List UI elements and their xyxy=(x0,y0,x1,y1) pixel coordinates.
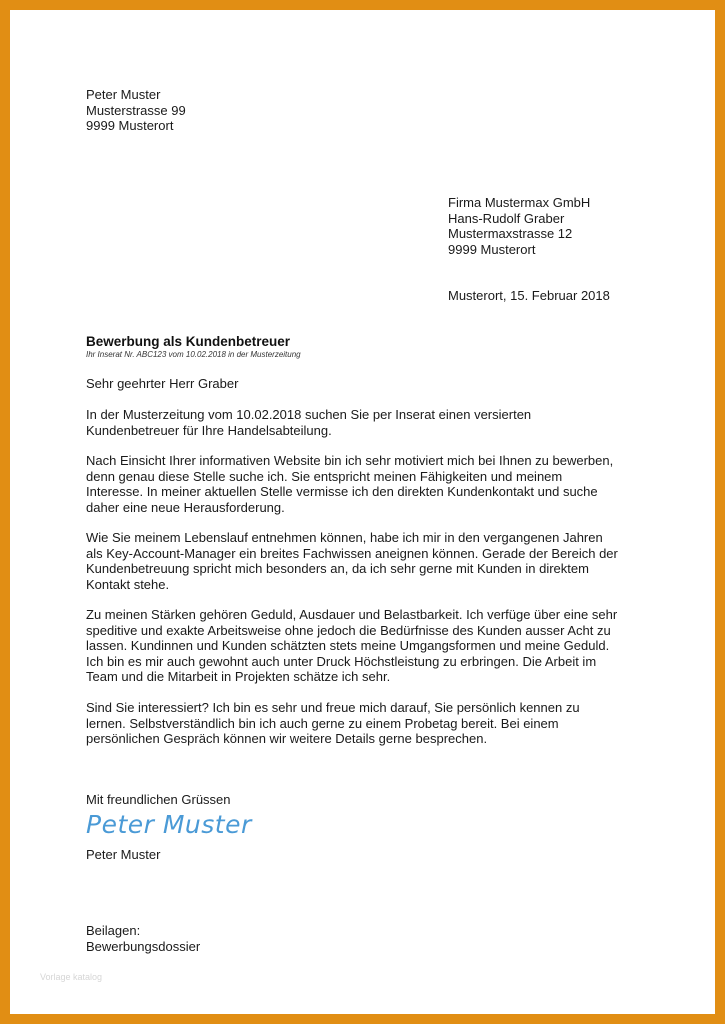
letter-date xyxy=(448,288,610,304)
paragraph-2 xyxy=(86,453,613,515)
paragraph-line: Kundenbetreuer für Ihre Handelsabteilung. xyxy=(86,422,332,438)
watermark: Vorlage katalog xyxy=(40,972,103,982)
paragraph-3 xyxy=(86,530,618,592)
paragraph-line: Kundenbetreuung spricht mich besonders an, da ich sehr gerne mit Kunden in direktem xyxy=(86,561,589,576)
sender-street: Musterstrasse 99 xyxy=(86,102,186,118)
enclosures-label: Beilagen: xyxy=(86,923,141,938)
paragraph-4 xyxy=(86,607,617,685)
sender-address xyxy=(86,87,186,134)
signer-text: Peter Muster xyxy=(86,847,161,862)
paragraph-5 xyxy=(86,700,580,747)
paragraph-line: Interesse. In meiner aktuellen Stelle vermisse ich den direkten Kundenkontakt und suche xyxy=(86,484,598,499)
reference-line: Ihr Inserat Nr. ABC123 vom 10.02.2018 in der Musterzeitung xyxy=(86,350,301,359)
enclosures xyxy=(86,923,200,954)
closing xyxy=(86,792,231,808)
paragraph-line: In der Musterzeitung vom 10.02.2018 suchen Sie per Inserat einen versierten xyxy=(86,407,532,422)
paragraph-line: Sind Sie interessiert? Ich bin es sehr und freue mich darauf, Sie persönlich kennen zu xyxy=(86,700,580,715)
paragraph-line: Team und die Mitarbeit in Projekten schätze ich sehr. xyxy=(86,669,391,684)
paragraph-line: Wie Sie meinem Lebenslauf entnehmen können, habe ich mir in den vergangenen Jahren xyxy=(86,530,603,545)
handwritten-signature: Peter Muster xyxy=(86,810,252,839)
letter-page xyxy=(10,10,715,1014)
enclosure-item: Bewerbungsdossier xyxy=(86,938,201,954)
signer-name xyxy=(86,847,160,863)
paragraph-line: denn genau diese Stelle suche ich. Sie entspricht meinen Fähigkeiten und meinem xyxy=(86,468,563,484)
recipient-street: Mustermaxstrasse 12 xyxy=(448,226,573,241)
paragraph-line: lassen. Kundinnen und Kunden schätzten stets meine Umgangsformen und meine Geduld. xyxy=(86,638,610,653)
recipient-person: Hans-Rudolf Graber xyxy=(448,210,565,226)
paragraph-line: als Key-Account-Manager ein breites Fachwissen aneignen können. Gerade der Bereich der xyxy=(86,545,618,561)
recipient-city: 9999 Musterort xyxy=(448,241,536,257)
paragraph-line: persönlichen Gespräch können wir weitere Details gerne besprechen. xyxy=(86,731,488,746)
paragraph-line: speditive und exakte Arbeitsweise ohne jedoch die Bedürfnisse des Kunden ausser Acht zu xyxy=(86,622,611,638)
date-text: Musterort, 15. Februar 2018 xyxy=(448,288,610,303)
salutation-text: Sehr geehrter Herr Graber xyxy=(86,376,239,391)
sender-name: Peter Muster xyxy=(86,87,161,102)
letter-subject: Bewerbung als Kundenbetreuer xyxy=(86,334,291,349)
paragraph-line: Kontakt stehe. xyxy=(86,576,170,592)
paragraph-line: daher eine neue Herausforderung. xyxy=(86,499,285,515)
salutation xyxy=(86,376,238,392)
recipient-company: Firma Mustermax GmbH xyxy=(448,195,591,210)
paragraph-line: Zu meinen Stärken gehören Geduld, Ausdauer und Belastbarkeit. Ich verfüge über eine sehr xyxy=(86,607,618,622)
paragraph-line: lernen. Selbstverständlich bin ich auch gerne zu einem Probetag bereit. Bei einem xyxy=(86,715,559,731)
closing-text: Mit freundlichen Grüssen xyxy=(86,792,231,807)
paragraph-line: Ich bin es mir auch gewohnt auch unter Druck Höchstleistung zu erbringen. Die Arbeit im xyxy=(86,653,597,669)
sender-city: 9999 Musterort xyxy=(86,118,174,133)
paragraph-1 xyxy=(86,407,531,438)
recipient-address xyxy=(448,195,590,257)
paragraph-line: Nach Einsicht Ihrer informativen Website bin ich sehr motiviert mich bei Ihnen zu bewerben, xyxy=(86,453,614,468)
